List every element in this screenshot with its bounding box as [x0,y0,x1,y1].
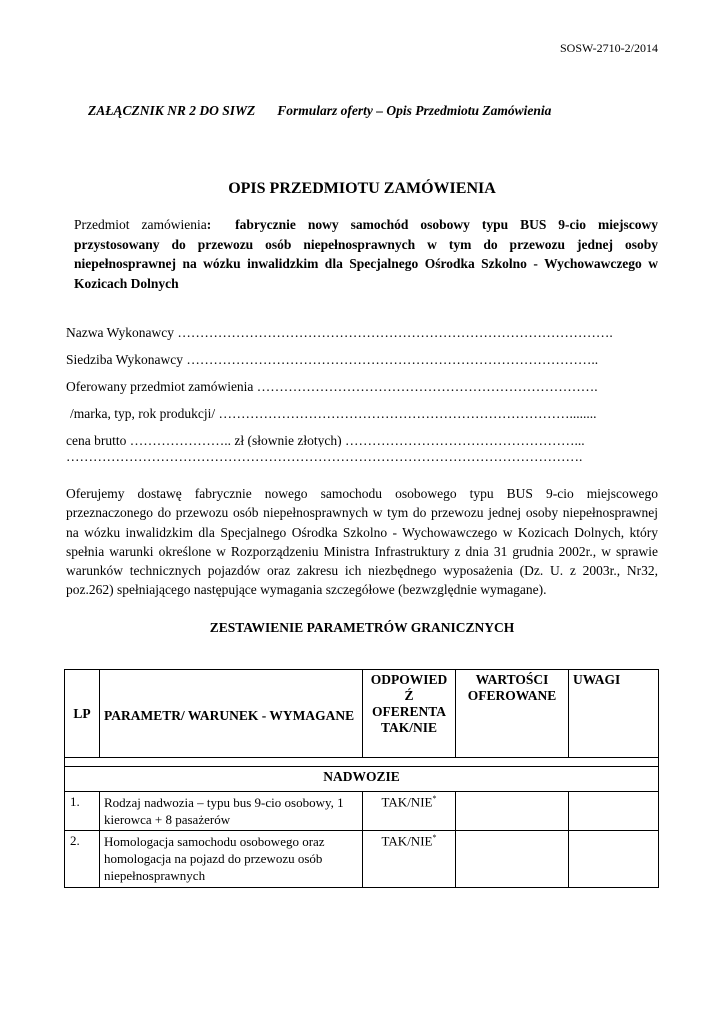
row-answer-text: TAK/NIE [381,833,433,849]
row-lp: 1. [65,792,100,831]
subject-label: Przedmiot zamówienia [74,217,207,232]
annex-number: ZAŁĄCZNIK NR 2 DO SIWZ [88,103,256,118]
header-answer-line-1: ODPOWIED [370,672,448,687]
row-answer[interactable] [363,831,456,888]
parameters-section-title: ZESTAWIENIE PARAMETRÓW GRANICZNYCH [209,620,515,635]
order-subject [74,215,658,293]
row-offered-value[interactable] [456,831,569,888]
document-reference: SOSW-2710-2/2014 [559,41,658,55]
row-parameter: Homologacja samochodu osobowego oraz homologacja na pojazd do przewozu osób niepełnosprawnych [100,831,363,888]
offer-statement: Oferujemy dostawę fabrycznie nowego samochodu osobowego typu BUS 9-cio miejscowego przeznaczonego do przewozu osób niepełnosprawnych w tym do przewozu jednej osoby niepełnosprawnej na wózku inwalidzkim dla Specjalnego Ośrodka Szkolno - Wychowawczego w Kozicach Dolnych, który spełnia warunki określone w Rozporządzeniu Ministra Infrastruktury z dnia 31 grudnia 2002r., w sprawie warunków technicznych pojazdów oraz zakresu ich niezbędnego wyposażenia (Dz. U. z 2003r., Nr32, poz.262) spełniającego następujące wymagania szczegółowe (bezwzględnie wymagane). [66,486,658,598]
parameters-table [64,669,659,888]
header-answer-line-2: Ź [404,688,414,703]
spacer-cell [65,758,659,767]
subject-colon: : [206,217,212,232]
row-answer-footnote-mark: * [432,794,437,803]
header-offered-values [456,670,569,758]
contractor-name-field[interactable]: Nazwa Wykonawcy ……………………………………………………………………………………. [66,325,613,340]
table-section-row [65,767,659,792]
header-lp: LP [65,670,100,758]
gross-price-continuation-field[interactable]: ……………………………………………………………………………………………………. [66,449,583,464]
contractor-address-field[interactable]: Siedziba Wykonawcy ……………………………………………………………………………….. [66,352,599,367]
header-parameter: PARAMETR/ WARUNEK - WYMAGANE [100,670,363,758]
table-row [65,792,659,831]
row-lp: 2. [65,831,100,888]
contractor-fields [66,323,658,474]
row-answer[interactable] [363,792,456,831]
annex-form-title: Formularz oferty – Opis Przedmiotu Zamówienia [277,103,552,118]
section-bodywork: NADWOZIE [65,767,659,792]
header-values-line-2: OFEROWANE [467,688,557,703]
header-answer-line-4: TAK/NIE [380,720,437,735]
row-answer-text: TAK/NIE [381,794,433,810]
row-remarks[interactable] [569,831,659,888]
row-remarks[interactable] [569,792,659,831]
table-header-row [65,670,659,758]
row-answer-footnote-mark: * [432,833,437,842]
header-remarks: UWAGI [569,670,659,758]
subject-text: fabrycznie nowy samochód osobowy typu BUS 9-cio miejscowy przystosowany do przewozu osób niepełnosprawnych w tym do przewozu jednej osoby niepełnosprawnej na wózku inwalidzkim dla Specjalnego Ośrodka Szkolno - Wychowawczego w Kozicach Dolnych [74,217,658,291]
gross-price-field[interactable]: cena brutto ………………….. zł (słownie złotych) ……………………………………………... [66,433,585,447]
header-contractor-answer [363,670,456,758]
row-offered-value[interactable] [456,792,569,831]
annex-heading [88,103,551,119]
table-spacer-row [65,758,659,767]
make-type-year-field[interactable]: /marka, typ, rok produkcji/ ……………………………………………………………………........ [70,406,597,421]
header-answer-line-3: OFERENTA [371,704,446,719]
row-parameter: Rodzaj nadwozia – typu bus 9-cio osobowy, 1 kierowca + 8 pasażerów [100,792,363,831]
header-values-line-1: WARTOŚCI [475,672,549,687]
table-row [65,831,659,888]
offered-item-field[interactable]: Oferowany przedmiot zamówienia …………………………………………………………………. [66,379,598,394]
page-title: OPIS PRZEDMIOTU ZAMÓWIENIA [228,180,496,197]
